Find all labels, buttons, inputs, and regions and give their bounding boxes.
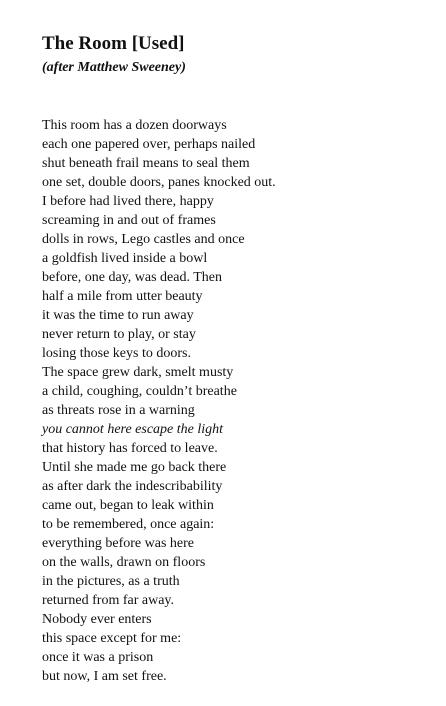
poem-line: I before had lived there, happy bbox=[42, 194, 214, 209]
poem-body bbox=[42, 116, 276, 686]
poem-line: in the pictures, as a truth bbox=[42, 574, 180, 589]
poem-line: Until she made me go back there bbox=[42, 460, 227, 475]
poem-line: each one papered over, perhaps nailed bbox=[42, 137, 256, 152]
poem-line: The space grew dark, smelt musty bbox=[42, 365, 234, 380]
poem-line: that history has forced to leave. bbox=[42, 441, 218, 456]
poem-line: everything before was here bbox=[42, 536, 194, 551]
poem-line: once it was a prison bbox=[42, 650, 154, 665]
poem-subtitle: (after Matthew Sweeney) bbox=[42, 60, 186, 75]
poem-line: to be remembered, once again: bbox=[42, 517, 215, 532]
poem-line: this space except for me: bbox=[42, 631, 182, 646]
poem-line: before, one day, was dead. Then bbox=[42, 270, 222, 285]
poem-title: The Room [Used] bbox=[42, 33, 185, 54]
poem-line: This room has a dozen doorways bbox=[42, 118, 227, 133]
poem-line: losing those keys to doors. bbox=[42, 346, 191, 361]
poem-line: as after dark the indescribability bbox=[42, 479, 223, 494]
poem-line: on the walls, drawn on floors bbox=[42, 555, 206, 570]
poem-line: never return to play, or stay bbox=[42, 327, 196, 342]
poem-line: Nobody ever enters bbox=[42, 612, 152, 627]
poem-line: it was the time to run away bbox=[42, 308, 194, 323]
poem-line: shut beneath frail means to seal them bbox=[42, 156, 250, 171]
poem-line: but now, I am set free. bbox=[42, 669, 167, 684]
poem-line: a goldfish lived inside a bowl bbox=[42, 251, 208, 266]
poem-line: came out, began to leak within bbox=[42, 498, 214, 513]
poem-line: dolls in rows, Lego castles and once bbox=[42, 232, 245, 247]
poem-line: returned from far away. bbox=[42, 593, 175, 608]
poem-line: as threats rose in a warning bbox=[42, 403, 195, 418]
poem-line: one set, double doors, panes knocked out. bbox=[42, 175, 276, 190]
poem-line: half a mile from utter beauty bbox=[42, 289, 203, 304]
poem-line: a child, coughing, couldn’t breathe bbox=[42, 384, 237, 399]
poem-line: screaming in and out of frames bbox=[42, 213, 216, 228]
poem-line: you cannot here escape the light bbox=[42, 422, 224, 437]
